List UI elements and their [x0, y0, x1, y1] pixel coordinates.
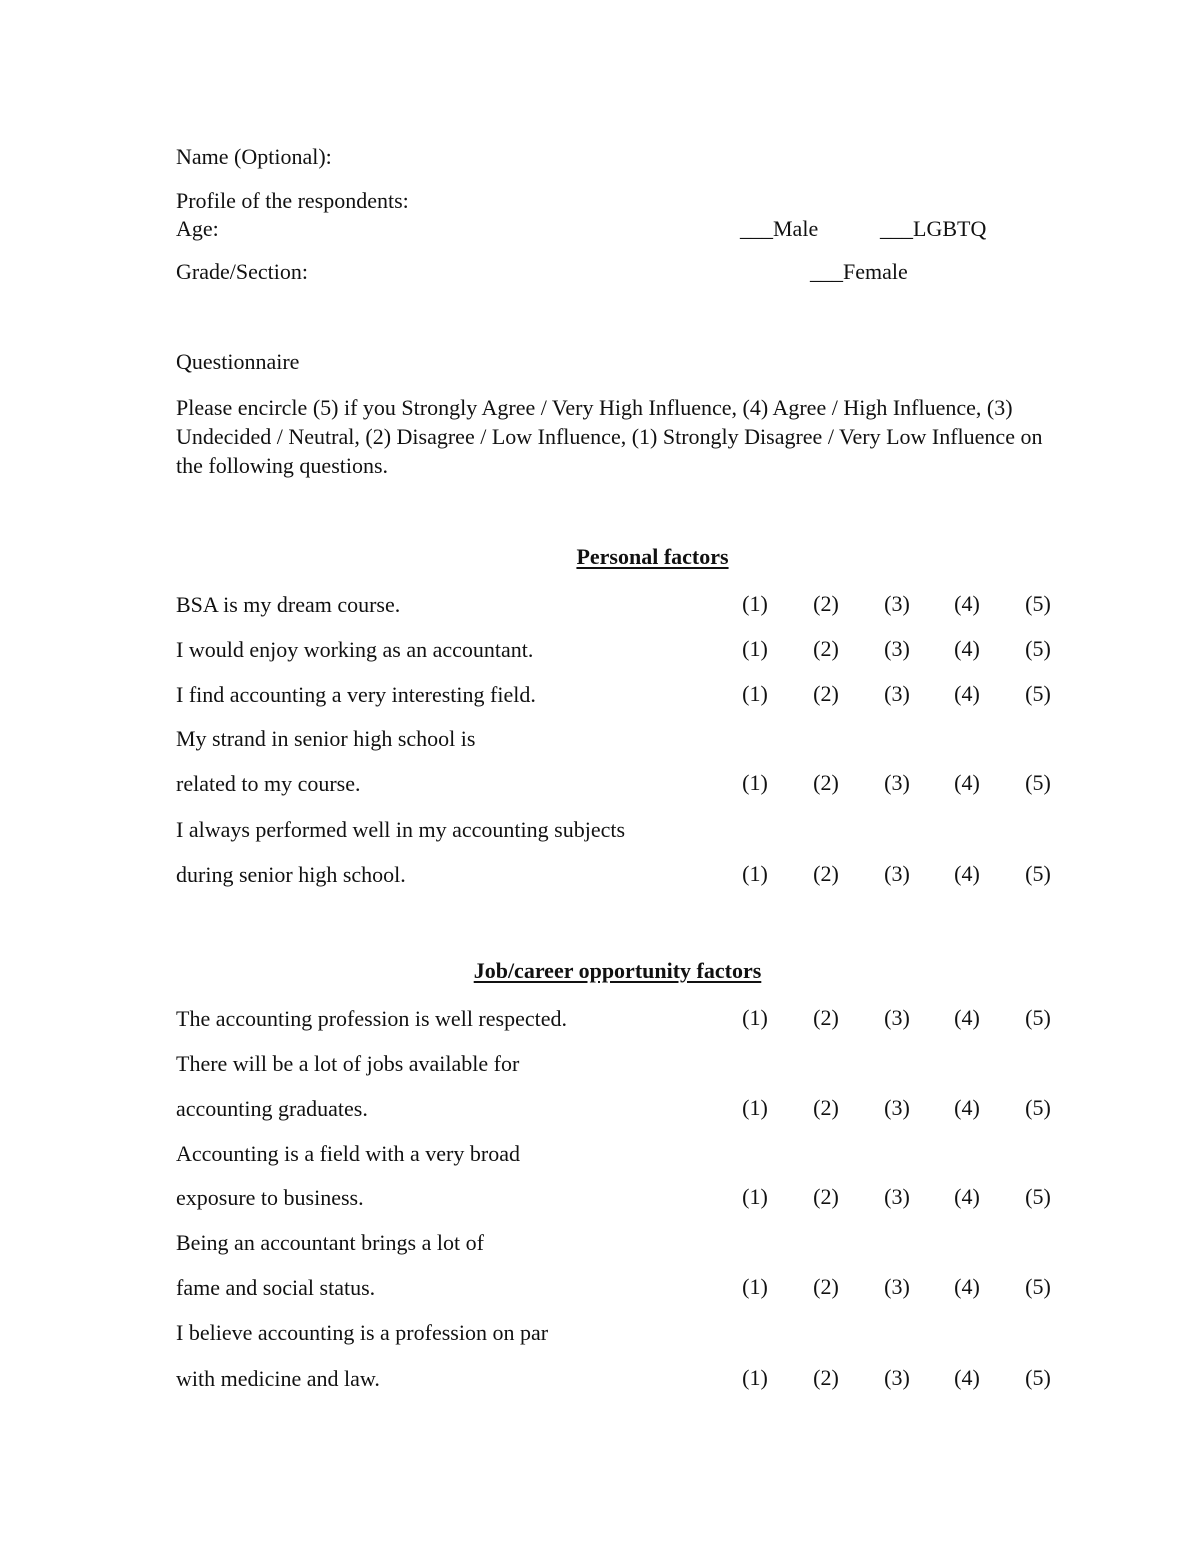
rating-option-3[interactable]: (3): [884, 591, 910, 616]
question-text: I always performed well in my accounting subjects: [176, 817, 626, 842]
question-text-continued: related to my course.: [176, 771, 361, 796]
question-text-continued: during senior high school.: [176, 862, 406, 887]
rating-option-5[interactable]: (5): [1025, 591, 1051, 616]
grade-section-label: Grade/Section:: [176, 259, 308, 284]
rating-option-4[interactable]: (4): [954, 1095, 980, 1120]
rating-option-2[interactable]: (2): [813, 861, 839, 886]
question-text: There will be a lot of jobs available for: [176, 1051, 520, 1076]
rating-option-3[interactable]: (3): [884, 1184, 910, 1209]
rating-option-5[interactable]: (5): [1025, 1095, 1051, 1120]
rating-option-2[interactable]: (2): [813, 770, 839, 795]
rating-option-4[interactable]: (4): [954, 861, 980, 886]
rating-option-2[interactable]: (2): [813, 1274, 839, 1299]
rating-option-4[interactable]: (4): [954, 770, 980, 795]
rating-option-1[interactable]: (1): [742, 1184, 768, 1209]
rating-option-4[interactable]: (4): [954, 1005, 980, 1030]
rating-option-4[interactable]: (4): [954, 681, 980, 706]
question-text-continued: with medicine and law.: [176, 1366, 380, 1391]
female-option[interactable]: ___Female: [810, 259, 908, 284]
question-text: My strand in senior high school is: [176, 726, 476, 751]
rating-option-2[interactable]: (2): [813, 591, 839, 616]
question-text: I would enjoy working as an accountant.: [176, 637, 534, 662]
rating-option-5[interactable]: (5): [1025, 1184, 1051, 1209]
rating-option-3[interactable]: (3): [884, 681, 910, 706]
rating-option-3[interactable]: (3): [884, 1005, 910, 1030]
rating-option-4[interactable]: (4): [954, 1184, 980, 1209]
rating-option-4[interactable]: (4): [954, 1274, 980, 1299]
question-text: The accounting profession is well respected.: [176, 1006, 567, 1031]
rating-option-4[interactable]: (4): [954, 591, 980, 616]
rating-option-5[interactable]: (5): [1025, 1365, 1051, 1390]
rating-option-1[interactable]: (1): [742, 1095, 768, 1120]
rating-option-5[interactable]: (5): [1025, 770, 1051, 795]
name-label: Name (Optional):: [176, 144, 332, 169]
rating-option-5[interactable]: (5): [1025, 681, 1051, 706]
male-option[interactable]: ___Male: [740, 216, 819, 241]
rating-option-3[interactable]: (3): [884, 770, 910, 795]
rating-option-3[interactable]: (3): [884, 1365, 910, 1390]
question-text-continued: fame and social status.: [176, 1275, 376, 1300]
lgbtq-option[interactable]: ___LGBTQ: [880, 216, 987, 241]
question-text: Accounting is a field with a very broad: [176, 1141, 520, 1166]
rating-option-3[interactable]: (3): [884, 1274, 910, 1299]
rating-option-5[interactable]: (5): [1025, 861, 1051, 886]
profile-label: Profile of the respondents:: [176, 188, 409, 213]
rating-option-4[interactable]: (4): [954, 636, 980, 661]
instructions-paragraph: Please encircle (5) if you Strongly Agree / Very High Influence, (4) Agree / High Influence, (3) Undecided / Neutral, (2) Disagree / Low Influence, (1) Strongly Disagree / Very Low Influence on the following questions.: [176, 395, 1043, 478]
rating-option-1[interactable]: (1): [742, 636, 768, 661]
rating-option-1[interactable]: (1): [742, 1365, 768, 1390]
rating-option-2[interactable]: (2): [813, 1005, 839, 1030]
rating-option-5[interactable]: (5): [1025, 1274, 1051, 1299]
rating-option-1[interactable]: (1): [742, 1274, 768, 1299]
rating-option-3[interactable]: (3): [884, 1095, 910, 1120]
rating-option-1[interactable]: (1): [742, 681, 768, 706]
rating-option-2[interactable]: (2): [813, 681, 839, 706]
rating-option-5[interactable]: (5): [1025, 1005, 1051, 1030]
rating-option-2[interactable]: (2): [813, 636, 839, 661]
rating-option-3[interactable]: (3): [884, 636, 910, 661]
rating-option-1[interactable]: (1): [742, 861, 768, 886]
rating-option-5[interactable]: (5): [1025, 636, 1051, 661]
rating-option-2[interactable]: (2): [813, 1095, 839, 1120]
rating-option-1[interactable]: (1): [742, 770, 768, 795]
question-text-continued: exposure to business.: [176, 1185, 364, 1210]
rating-option-2[interactable]: (2): [813, 1184, 839, 1209]
rating-option-2[interactable]: (2): [813, 1365, 839, 1390]
question-text: Being an accountant brings a lot of: [176, 1230, 484, 1255]
question-text: BSA is my dream course.: [176, 592, 401, 617]
rating-option-1[interactable]: (1): [742, 591, 768, 616]
question-text: I believe accounting is a profession on par: [176, 1320, 549, 1345]
rating-option-4[interactable]: (4): [954, 1365, 980, 1390]
rating-option-3[interactable]: (3): [884, 861, 910, 886]
question-text: I find accounting a very interesting field.: [176, 682, 536, 707]
questionnaire-title: Questionnaire: [176, 349, 300, 374]
rating-option-1[interactable]: (1): [742, 1005, 768, 1030]
section-heading-personal-factors: Personal factors: [576, 544, 729, 569]
question-text-continued: accounting graduates.: [176, 1096, 368, 1121]
age-label: Age:: [176, 216, 219, 241]
section-heading-job-career-factors: Job/career opportunity factors: [473, 958, 762, 983]
